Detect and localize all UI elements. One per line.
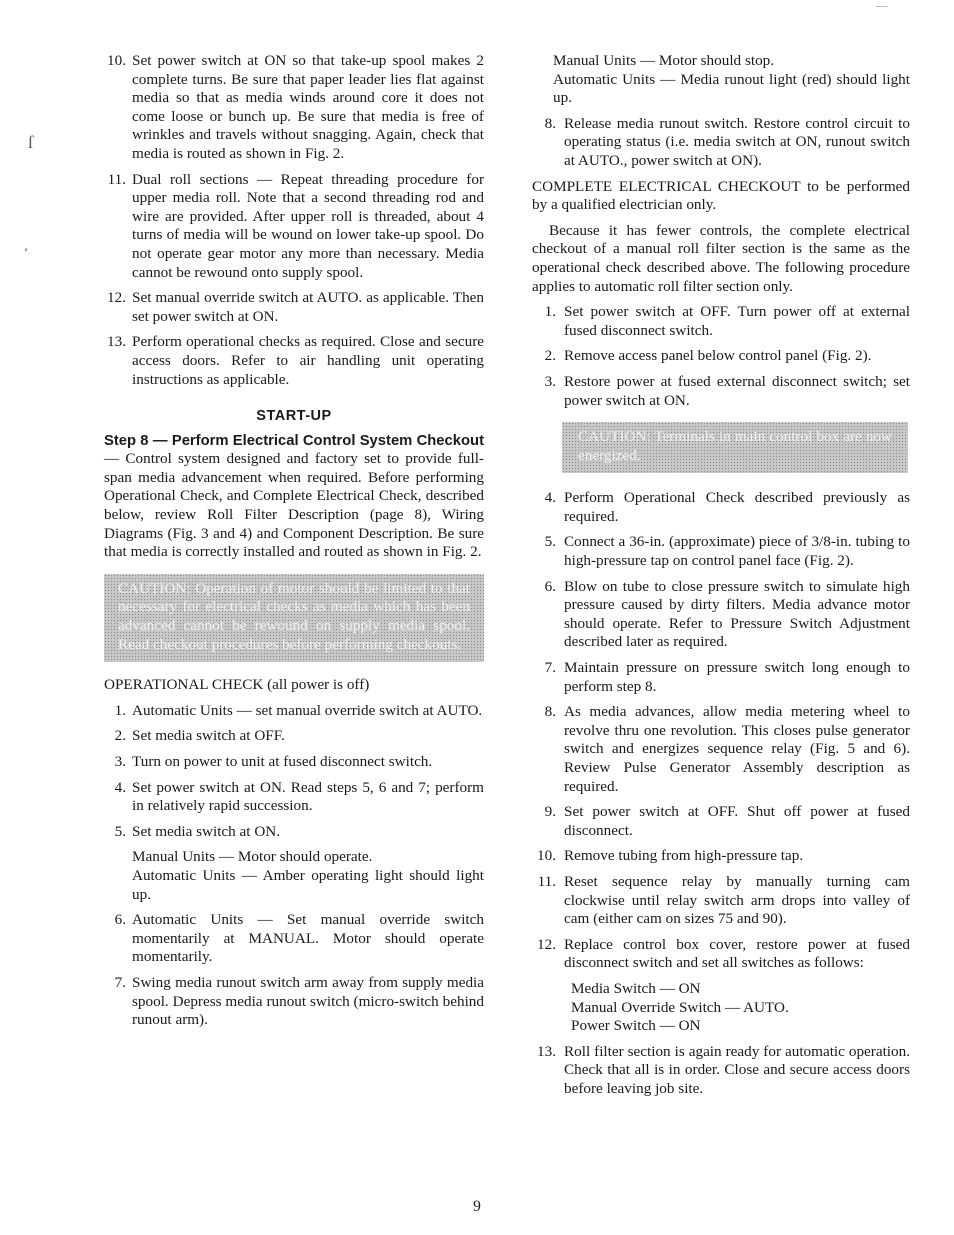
item-number: 8. [544,703,556,721]
item-text: Automatic Units — set manual override switch at AUTO. [132,701,483,719]
page-number: 9 [473,1198,481,1215]
caution-box-motor: CAUTION: Operation of motor should be limited to that necessary for electrical checks as media which has been advanced cannot be rewound on supply media spool. Read checkout procedures before performing checkouts. [104,574,484,662]
item13 [532,1043,910,1099]
item-number: 7. [114,973,126,991]
step8-text: — Control system designed and factory set to provide full-span media advancement when required. Before performing Operational Check, and Complete Electrical Check, described below, review Roll Filter Description (page 8), Wiring Diagrams (Fig. 3 and 4) and Component Description. Be sure that media is correctly installed and routed as shown in Fig. 2. [104,450,484,561]
media-switch-setting: Media Switch — ON [571,979,701,997]
item-text: Set media switch at ON. [132,822,281,840]
list-item [532,533,910,570]
item-text: Set power switch at OFF. Shut off power at fused disconnect. [564,803,910,839]
item-number: 6. [544,577,556,595]
right-column [532,52,910,1106]
item-number: 4. [544,489,556,507]
threading-steps-list [104,52,484,389]
left-column [104,52,484,1037]
item-number: 5. [544,533,556,551]
item-text: Reset sequence relay by manually turning cam clockwise until relay switch arm drops into valley of cam (either cam on sizes 75 and 90). [564,872,910,928]
margin-mark: ʻ [24,244,29,259]
complete-checkout-list [532,303,910,410]
item-number: 12. [107,289,126,307]
item-text: Remove tubing from high-pressure tap. [564,847,804,865]
list-item [532,703,910,796]
list-item [104,779,484,816]
item-number: 11. [107,170,126,188]
item-text: Restore power at fused external disconnect switch; set power switch at ON. [564,372,910,409]
step8-paragraph [104,432,484,562]
operational-check-list [104,702,484,842]
item-number: 5. [114,822,126,840]
top-edge-mark [876,6,888,7]
list-item [532,115,910,171]
item-number: 9. [544,803,556,821]
item7-substeps [532,52,910,108]
item-text: Remove access panel below control panel (Fig. 2). [564,347,872,365]
item-number: 6. [114,911,126,929]
item-number: 10. [107,52,126,69]
item5-manual: Manual Units — Motor should operate. [132,848,373,866]
step8-title: Step 8 — Perform Electrical Control System Checkout [104,432,484,449]
item-text: Set power switch at OFF. Turn power off at external fused disconnect switch. [564,303,910,339]
item-text: Release media runout switch. Restore control circuit to operating status (i.e. media switch at ON, runout switch at AUTO., power switch at ON). [564,114,910,169]
item5-substeps [104,848,484,904]
item-number: 1. [114,701,126,719]
item-number: 12. [537,935,556,953]
item-text: Set power switch at ON so that take-up spool makes 2 complete turns. Be sure that paper leader lies flat against media so that as media winds around core it does not come loose or bunch up. Be sure that media is free of wrinkles and travels without snagging. Again, check that media is routed as shown in Fig. 2. [132,52,484,162]
list-item [532,303,910,340]
list-item [532,373,910,410]
caution-box-terminals: CAUTION: Terminals in main control box are now energized. [562,422,908,473]
list-item [532,873,910,929]
item-text: Blow on tube to close pressure switch to simulate high pressure caused by dirty filters. Media advance motor should operate. Refer to Pressure Switch Adjustment described later as required. [564,577,910,651]
list-item [532,347,910,366]
item-text: Set media switch at OFF. [132,727,285,745]
item-number: 13. [107,333,126,351]
item-number: 3. [544,372,556,390]
item-number: 2. [544,347,556,365]
item-text: Set power switch at ON. Read steps 5, 6 and 7; perform in relatively rapid succession. [132,778,484,815]
item-text: As media advances, allow media metering wheel to revolve thru one revolution. This closes pulse generator switch and energizes sequence relay (Fig. 5 and 6). Review Pulse Generator Assembly description as required. [564,703,910,795]
item8 [532,115,910,171]
item7-manual: Manual Units — Motor should stop. [553,52,775,69]
manual-override-setting: Manual Override Switch — AUTO. [571,998,789,1016]
list-item [104,333,484,389]
complete-checkout-list-continued [532,489,910,973]
list-item [532,1043,910,1099]
item-text: Perform operational checks as required. Close and secure access doors. Refer to air handling unit operating instructions as applicable. [132,333,484,388]
because-paragraph: Because it has fewer controls, the complete electrical checkout of a manual roll filter section is the same as the operational check described above. The following procedure applies to automatic roll filter section only. [532,221,910,295]
item-text: Connect a 36-in. (approximate) piece of 3/8-in. tubing to high-pressure tap on control panel face (Fig. 2). [564,533,910,570]
item-text: Perform Operational Check described previously as required. [564,489,910,525]
list-item [104,753,484,772]
margin-mark: ſ [28,132,34,152]
list-item [104,171,484,283]
item-text: Replace control box cover, restore power at fused disconnect switch and set all switches as follows: [564,935,910,972]
startup-heading: START-UP [256,408,332,425]
item-text: Dual roll sections — Repeat threading procedure for upper media roll. Note that a second threading rod and wire are provided. After upper roll is threaded, about 4 turns of media will be wound on lower take-up spool. Do not operate gear motor any more than necessary. Media cannot be rewound onto supply spool. [132,170,484,281]
item5-auto: Automatic Units — Amber operating light should light up. [132,866,484,903]
item-text: Swing media runout switch arm away from supply media spool. Depress media runout switch (micro-switch behind runout arm). [132,973,484,1029]
complete-electrical-checkout-heading: COMPLETE ELECTRICAL CHECKOUT to be performed by a qualified electrician only. [532,177,910,214]
item-number: 10. [537,847,556,865]
power-switch-setting: Power Switch — ON [571,1017,701,1035]
item7-auto: Automatic Units — Media runout light (red) should light up. [553,70,910,107]
item12-switch-settings [532,980,910,1036]
item-number: 8. [544,114,556,132]
item-number: 3. [114,753,126,770]
item-number: 4. [114,778,126,796]
item-text: Turn on power to unit at fused disconnect switch. [132,753,433,770]
list-item [532,659,910,696]
list-item [532,578,910,652]
list-item [532,847,910,866]
item-text: Automatic Units — Set manual override switch momentarily at MANUAL. Motor should operate momentarily. [132,911,484,966]
list-item [104,289,484,326]
list-item [532,936,910,973]
list-item [104,911,484,967]
item-text: Set manual override switch at AUTO. as applicable. Then set power switch at ON. [132,289,484,325]
item-number: 1. [544,303,556,321]
item-number: 7. [544,659,556,677]
operational-check-heading: OPERATIONAL CHECK (all power is off) [104,676,370,694]
operational-check-list-continued [104,911,484,1030]
list-item [104,727,484,746]
list-item [104,52,484,164]
list-item [104,702,484,721]
list-item [104,823,484,842]
item-number: 11. [537,872,556,890]
item-text: Roll filter section is again ready for automatic operation. Check that all is in order. Close and secure access doors before leaving job site. [564,1042,910,1097]
item-number: 13. [537,1042,556,1060]
list-item [532,489,910,526]
item-number: 2. [114,727,126,745]
list-item [104,974,484,1030]
list-item [532,803,910,840]
item-text: Maintain pressure on pressure switch long enough to perform step 8. [564,659,910,695]
